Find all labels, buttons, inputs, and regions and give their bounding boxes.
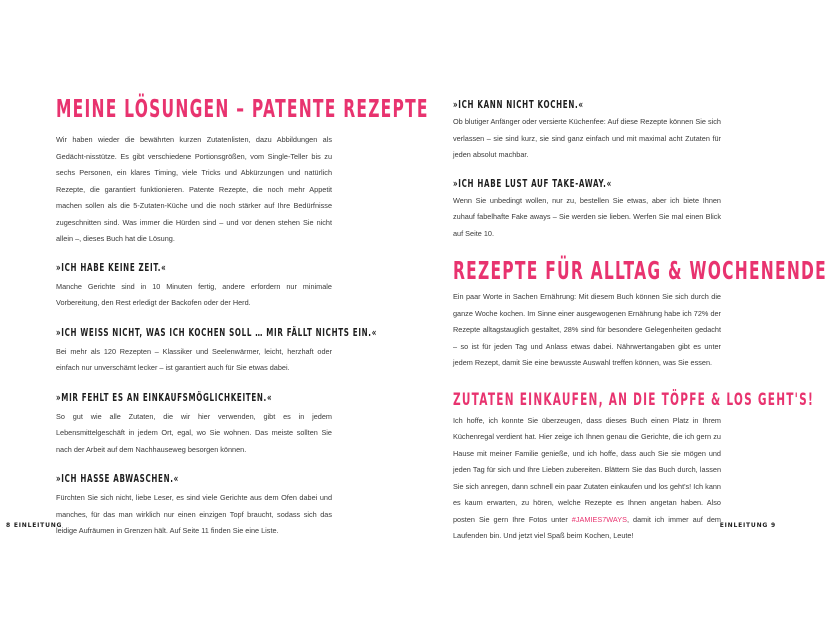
section-title-abwaschen: »ICH HASSE ABWASCHEN.«	[56, 473, 179, 485]
page-number-left: 8 EINLEITUNG	[6, 522, 63, 529]
section-text-nicht-kochen: Ob blutiger Anfänger oder versierte Küchenfee: Auf diese Rezepte können Sie sich verlassen – sie sind kurz, sie sind ganz einfach und mit maximal acht Zutaten für jeden absolut machbar.	[453, 117, 721, 159]
heading-zutaten-einkaufen: ZUTATEN EINKAUFEN, AN DIE TÖPFE & LOS GEHT'S!	[453, 389, 815, 410]
paragraph-schluss-part1: Ich hoffe, ich konnte Sie überzeugen, dass dieses Buch einen Platz in Ihrem Küchenregal verdient hat. Hier zeige ich Ihnen genau die Gerichte, die ich gern zu Hause mit meiner Familie genieße, und ich hoffe, dass auch Sie sie mögen und jeden Tag für sich und Ihre Lieben zubereiten. Blättern Sie das Buch durch, lassen Sie sich anregen, dann schnell ein paar Zutaten einkaufen und los geht's! Ich kann es kaum erwarten, zu hören, welche Rezepte es Ihnen angetan haben. Also posten Sie gern Ihre Fotos unter	[453, 415, 721, 524]
intro-paragraph: Wir haben wieder die bewährten kurzen Zutatenlisten, dazu Abbildungen als Gedächt-nisstütze. Es gibt verschiedene Portionsgrößen, vom Single-Teller bis zu sechs Personen, ein klares Timing, viele Tricks und Abkürzungen und natürlich Rezepte, die garantiert funktionieren. Patente Rezepte, die noch mehr Appetit machen sollen als die 5-Zutaten-Küche und die noch stärker auf Ihre Bedürfnisse zugeschnitten sind. Was immer die Hürden sind – und vor denen stehen Sie nicht allein –, dieses Buch hat die Lösung.	[56, 135, 332, 243]
section-text-einkauf: So gut wie alle Zutaten, die wir hier verwenden, gibt es in jedem Lebensmittelgeschäft in jedem Ort, egal, wo Sie wohnen. Das meiste sollten Sie nach der Arbeit auf dem Nachhauseweg besorgen können.	[56, 411, 332, 454]
hashtag-link[interactable]: #JAMIES7WAYS	[571, 514, 627, 524]
paragraph-schluss-part2: , damit ich immer auf dem Laufenden bin. Und jetzt viel Spaß beim Kochen, Leute!	[453, 514, 721, 540]
section-text-abwaschen: Fürchten Sie sich nicht, liebe Leser, es sind viele Gerichte aus dem Ofen dabei und manches, für das man wirklich nur einen einzigen Topf braucht, sodass sich das leidige Aufräumen in Grenzen hält. Auf Seite 11 finden Sie eine Liste.	[56, 493, 332, 535]
page-number-right: EINLEITUNG 9	[719, 522, 776, 529]
section-text-take-away: Wenn Sie unbedingt wollen, nur zu, bestellen Sie etwas, aber ich biete Ihnen zuhauf fabelhafte Fake aways – Sie werden sie lieben. Werfen Sie mal einen Blick auf Seite 10.	[453, 195, 721, 238]
left-column	[56, 94, 429, 540]
section-title-einkauf: »MIR FEHLT ES AN EINKAUFSMÖGLICHKEITEN.«	[56, 391, 273, 404]
right-page	[394, 0, 827, 630]
page-heading: MEINE LÖSUNGEN – PATENTE REZEPTE	[56, 94, 429, 123]
section-title-keine-zeit: »ICH HABE KEINE ZEIT.«	[56, 261, 167, 274]
paragraph-schluss	[453, 413, 721, 545]
section-title-take-away: »ICH HABE LUST AUF TAKE-AWAY.«	[453, 177, 612, 190]
section-text-was-kochen: Bei mehr als 120 Rezepten – Klassiker und Seelenwärmer, leicht, herzhaft oder einfach nur unverschämt lecker – ist garantiert auch für Sie etwas dabei.	[56, 346, 332, 372]
section-text-keine-zeit: Manche Gerichte sind in 10 Minuten fertig, andere erfordern nur minimale Vorbereitung, den Rest erledigt der Backofen oder der Herd.	[56, 281, 332, 307]
section-title-nicht-kochen: »ICH KANN NICHT KOCHEN.«	[453, 99, 584, 111]
paragraph-ernaehrung: Ein paar Worte in Sachen Ernährung: Mit diesem Buch können Sie sich durch die ganze Woche kochen. Im Sinne einer ausgewogenen Ernährung habe ich 72% der Rezepte alltagstauglich gestaltet, 28% sind für besondere Gelegenheiten gedacht – so ist für jeden Tag und Anlass etwas dabei. Nährwertangaben gibt es unter jedem Rezept, damit Sie eine bewusste Auswahl treffen können, was Sie essen.	[453, 292, 721, 367]
section-title-was-kochen: »ICH WEISS NICHT, WAS ICH KOCHEN SOLL … MIR FÄLLT NICHTS EIN.«	[56, 326, 378, 339]
heading-alltag-wochenende: REZEPTE FÜR ALLTAG & WOCHENENDE	[453, 256, 827, 285]
